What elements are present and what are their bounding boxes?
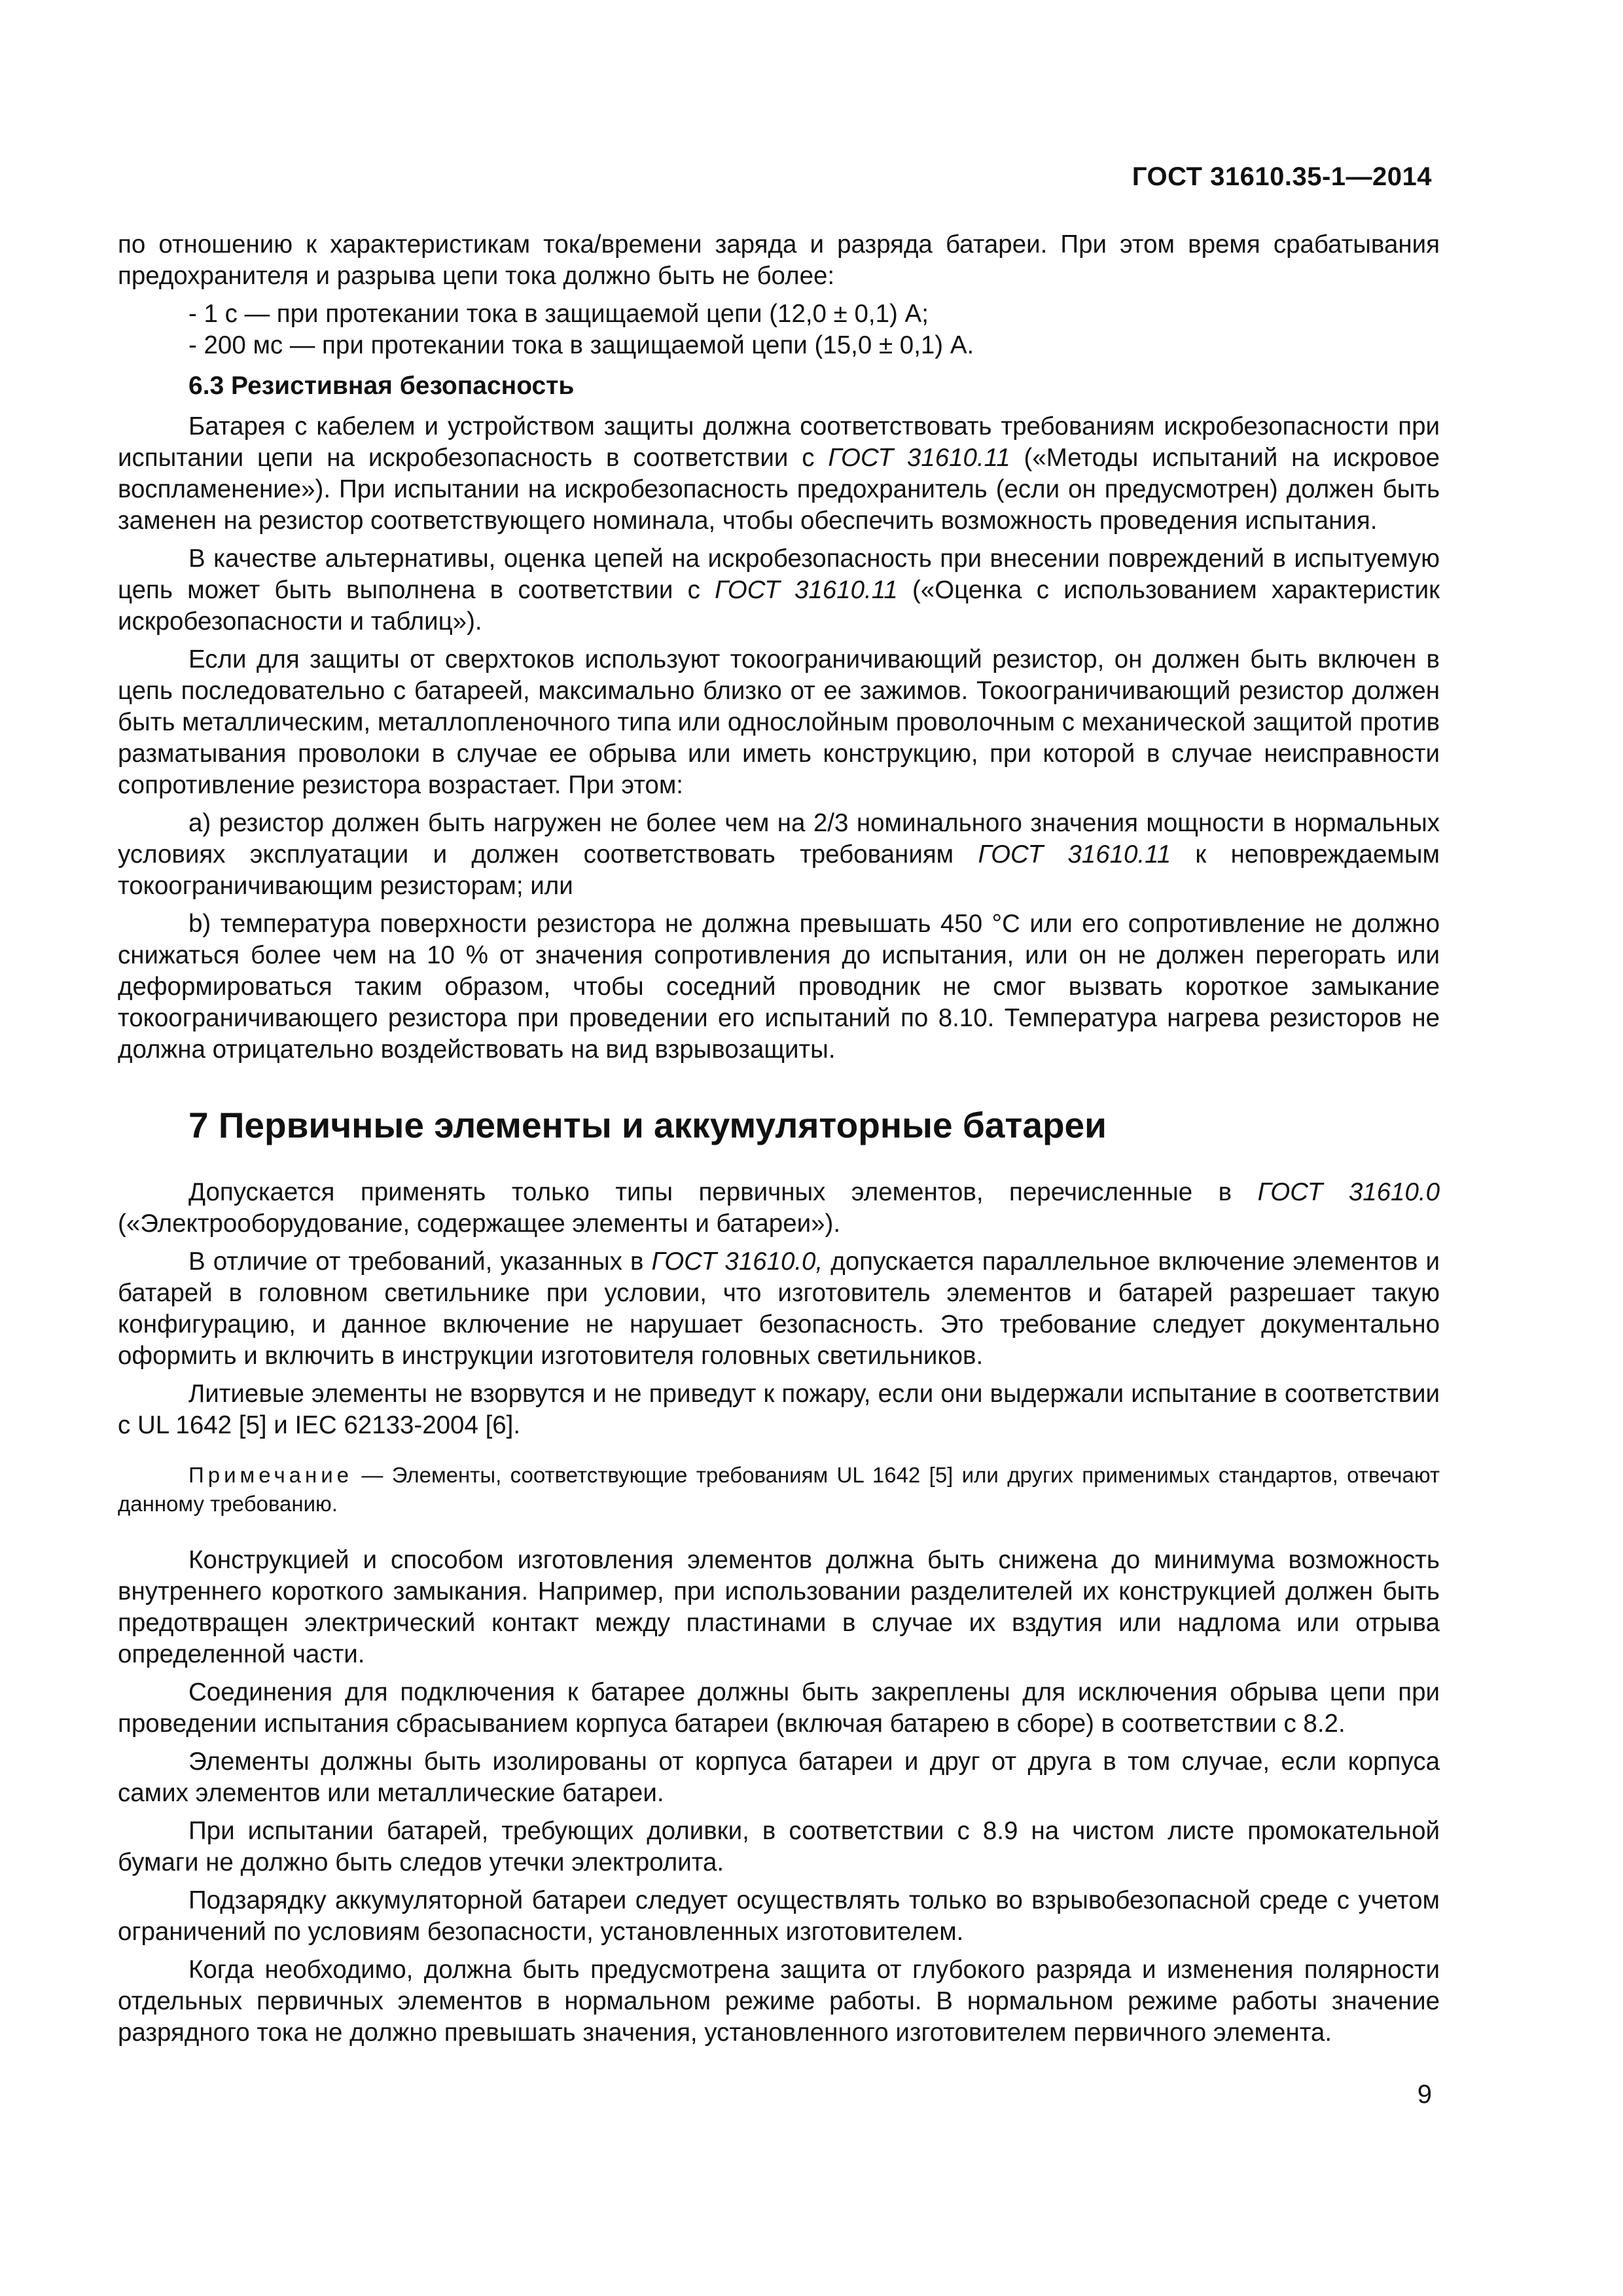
paragraph: Конструкцией и способом изготовления элементов должна быть снижена до минимума возможность внутреннего короткого замыкания. Например, при использовании разделителей их конструкцией должен быть предотвращен электрический контакт между пластинами в случае их вздутия или надлома или отрыва определенной части. (118, 1546, 1440, 1668)
paragraph: Литиевые элементы не взорвутся и не приведут к пожару, если они выдержали испытание в соответствии с UL 1642 [5] и IEC 62133-2004 [6]. (118, 1380, 1440, 1439)
paragraph: В качестве альтернативы, оценка цепей на искробезопасность при внесении повреждений в испытуемую цепь может быть выполнена в соответствии с ГОСТ 31610.11 («Оценка с использованием характеристик искробезопасности и таблиц»). (118, 545, 1440, 636)
list-item-b: b) температура поверхности резистора не должна превышать 450 °С или его сопротивление не должно снижаться более чем на 10 % от значения сопротивления до испытания, или он не должен перегорать или деформироваться таким образом, чтобы соседний проводник не смог вызвать короткое замыкание токоограничивающего резистора при проведении его испытаний по 8.10. Температура нагрева резисторов не должна отрицательно воздействовать на вид взрывозащиты. (118, 910, 1440, 1064)
dash-item: - 1 с — при протекании тока в защищаемой цепи (12,0 ± 0,1) А; (188, 300, 929, 328)
section-heading: 7 Первичные элементы и аккумуляторные батареи (188, 1105, 1107, 1145)
standard-reference: ГОСТ 31610.11 (978, 840, 1171, 869)
note-label: Примечание (188, 1463, 353, 1487)
document-body (118, 229, 1440, 2055)
list-item-a: а) резистор должен быть нагружен не более чем на 2/3 номинального значения мощности в нормальных условиях эксплуатации и должен соответствовать требованиям ГОСТ 31610.11 к неповреждаемым токоограничивающим резисторам; или (118, 809, 1440, 900)
subsection-heading: 6.3 Резистивная безопасность (188, 372, 575, 400)
dash-item: - 200 мс — при протекании тока в защищаемой цепи (15,0 ± 0,1) А. (188, 331, 974, 359)
paragraph: Батарея с кабелем и устройством защиты должна соответствовать требованиям искробезопасности при испытании цепи на искробезопасность в соответствии с ГОСТ 31610.11 («Методы испытаний на искровое воспламенение»). При испытании на искробезопасность предохранитель (если он предусмотрен) должен быть заменен на резистор соответствующего номинала, чтобы обеспечить возможность проведения испытания. (118, 412, 1440, 535)
standard-reference: ГОСТ 31610.11 (828, 444, 1010, 472)
intro-paragraph: по отношению к характеристикам тока/времени заряда и разряда батареи. При этом время срабатывания предохранителя и разрыва цепи тока должно быть не более: (118, 230, 1440, 290)
paragraph: Допускается применять только типы первичных элементов, перечисленные в ГОСТ 31610.0 («Электрооборудование, содержащее элементы и батареи»). (118, 1178, 1440, 1238)
paragraph: Элементы должны быть изолированы от корпуса батареи и друг от друга в том случае, если корпуса самих элементов или металлические батареи. (118, 1748, 1440, 1807)
paragraph: Соединения для подключения к батарее должны быть закреплены для исключения обрыва цепи при проведении испытания сбрасыванием корпуса батареи (включая батарею в сборе) в соответствии с 8.2. (118, 1678, 1440, 1738)
paragraph: При испытании батарей, требующих доливки, в соответствии с 8.9 на чистом листе промокательной бумаги не должно быть следов утечки электролита. (118, 1817, 1440, 1876)
standard-reference: ГОСТ 31610.11 (715, 576, 898, 604)
standard-reference: ГОСТ 31610.0, (651, 1247, 823, 1276)
paragraph: Когда необходимо, должна быть предусмотрена защита от глубокого разряда и изменения полярности отдельных первичных элементов в нормальном режиме работы. В нормальном режиме работы значение разрядного тока не должно превышать значения, установленного изготовителем первичного элемента. (118, 1956, 1440, 2047)
standard-reference: ГОСТ 31610.0 (1257, 1178, 1440, 1206)
document-header: ГОСТ 31610.35-1—2014 (1132, 162, 1432, 191)
page-number: 9 (1417, 2080, 1432, 2109)
paragraph: Подзарядку аккумуляторной батареи следует осуществлять только во взрывобезопасной среде с учетом ограничений по условиям безопасности, установленных изготовителем. (118, 1886, 1440, 1946)
paragraph: Если для защиты от сверхтоков используют токоограничивающий резистор, он должен быть включен в цепь последовательно с батареей, максимально близко от ее зажимов. Токоограничивающий резистор должен быть металлическим, металлопленочного типа или однослойным проволочным с механической защитой против разматывания проволоки в случае ее обрыва или иметь конструкцию, при которой в случае неисправности сопротивление резистора возрастает. При этом: (118, 645, 1440, 799)
paragraph: В отличие от требований, указанных в ГОСТ 31610.0, допускается параллельное включение элементов и батарей в головном светильнике при условии, что изготовитель элементов и батарей разрешает такую конфигурацию, и данное включение не нарушает безопасность. Это требование следует документально оформить и включить в инструкции изготовителя головных светильников. (118, 1247, 1440, 1370)
note: Примечание — Элементы, соответствующие требованиям UL 1642 [5] или других применимых стандартов, отвечают данному требованию. (118, 1463, 1440, 1516)
